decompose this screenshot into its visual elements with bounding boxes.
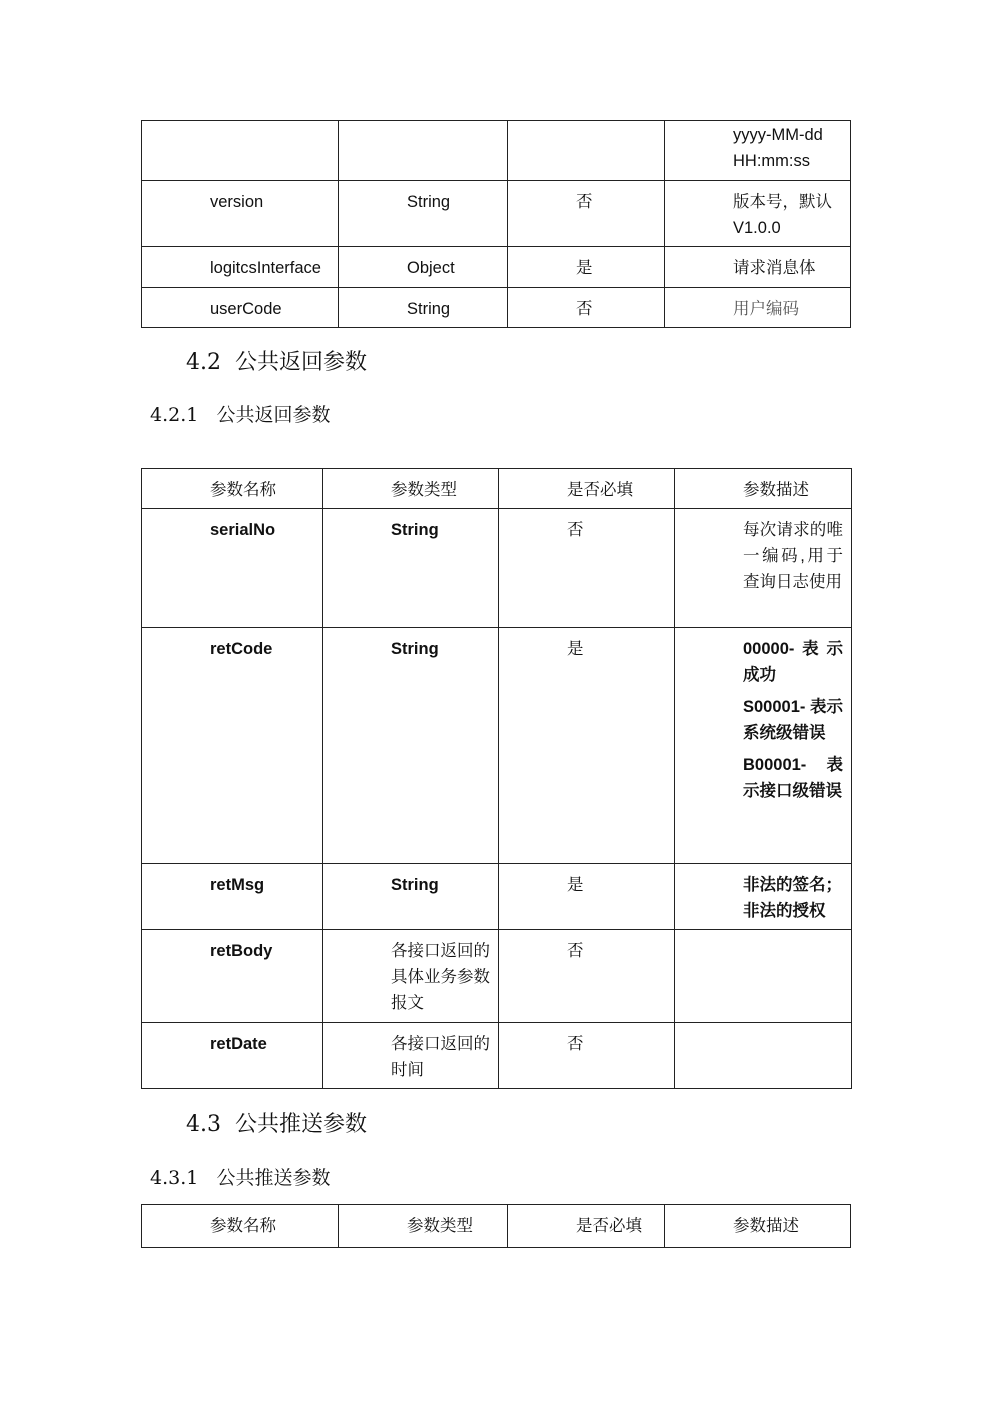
table-row (142, 930, 852, 1023)
param-required-cell: 否 (499, 930, 675, 1023)
param-type-cell: 各接口返回的具体业务参数报文 (323, 930, 499, 1023)
param-type-cell: Object (339, 247, 508, 288)
param-required-cell: 否 (499, 1023, 675, 1089)
table-row (142, 628, 852, 864)
param-required-cell (508, 121, 665, 181)
param-name-cell: logitcsInterface (142, 247, 339, 288)
header-cell: 参数类型 (323, 469, 499, 509)
param-name-cell: serialNo (142, 509, 323, 628)
header-cell: 是否必填 (508, 1205, 665, 1248)
param-type-cell: String (339, 181, 508, 247)
param-type-cell (339, 121, 508, 181)
param-type-cell: 各接口返回的时间 (323, 1023, 499, 1089)
table-row (142, 288, 851, 328)
param-type-cell: String (323, 864, 499, 930)
push-params-table (141, 1204, 851, 1248)
ret-code-interface-error: B00001- 表示接口级错误 (743, 756, 843, 800)
param-desc-cell (675, 930, 852, 1023)
request-params-table-continued (141, 120, 851, 328)
param-name-cell: retCode (142, 628, 323, 864)
section-number: 4.3 (186, 1112, 221, 1137)
ret-code-system-error: S00001- 表示系统级错误 (743, 698, 843, 742)
header-cell: 是否必填 (499, 469, 675, 509)
header-cell: 参数名称 (142, 469, 323, 509)
ret-code-success: 00000-表示成功 (743, 640, 843, 684)
section-number: 4.2 (186, 350, 221, 375)
section-number: 4.3.1 (150, 1167, 199, 1189)
table-header-row (142, 1205, 851, 1248)
param-name-cell: retDate (142, 1023, 323, 1089)
section-title: 公共返回参数 (235, 350, 368, 375)
param-required-cell: 否 (508, 288, 665, 328)
section-title: 公共推送参数 (216, 1167, 331, 1189)
param-desc-cell: 用户编码 (665, 288, 851, 328)
param-desc-cell (675, 1023, 852, 1089)
param-required-cell: 是 (499, 628, 675, 864)
section-heading-4-2-1 (150, 401, 331, 429)
table-row (142, 509, 852, 628)
header-cell: 参数类型 (339, 1205, 508, 1248)
param-required-cell: 否 (499, 509, 675, 628)
table-row (142, 247, 851, 288)
param-name-cell (142, 121, 339, 181)
param-type-cell: String (323, 628, 499, 864)
param-desc-cell: 非法的签名；非法的授权 (675, 864, 852, 930)
param-required-cell: 是 (499, 864, 675, 930)
param-type-cell: String (323, 509, 499, 628)
header-cell: 参数描述 (675, 469, 852, 509)
param-name-cell: retMsg (142, 864, 323, 930)
param-name-cell: userCode (142, 288, 339, 328)
table-row (142, 1023, 852, 1089)
table-header-row (142, 469, 852, 509)
param-type-cell: String (339, 288, 508, 328)
param-desc-cell (675, 628, 852, 864)
section-heading-4-2 (186, 348, 367, 378)
section-title: 公共返回参数 (216, 404, 331, 426)
param-required-cell: 否 (508, 181, 665, 247)
param-desc-cell: 请求消息体 (665, 247, 851, 288)
param-desc-cell: 版本号，默认V1.0.0 (665, 181, 851, 247)
param-desc-cell: yyyy-MM-dd HH:mm:ss (665, 121, 851, 181)
param-name-cell: version (142, 181, 339, 247)
section-title: 公共推送参数 (235, 1112, 368, 1137)
table-row (142, 181, 851, 247)
header-cell: 参数名称 (142, 1205, 339, 1248)
header-cell: 参数描述 (665, 1205, 851, 1248)
return-params-table (141, 468, 852, 1089)
table-row (142, 864, 852, 930)
table-row (142, 121, 851, 181)
section-heading-4-3-1 (150, 1164, 331, 1192)
section-number: 4.2.1 (150, 404, 199, 426)
param-required-cell: 是 (508, 247, 665, 288)
param-name-cell: retBody (142, 930, 323, 1023)
section-heading-4-3 (186, 1110, 367, 1140)
param-desc-cell: 每次请求的唯一编码,用于查询日志使用 (675, 509, 852, 628)
